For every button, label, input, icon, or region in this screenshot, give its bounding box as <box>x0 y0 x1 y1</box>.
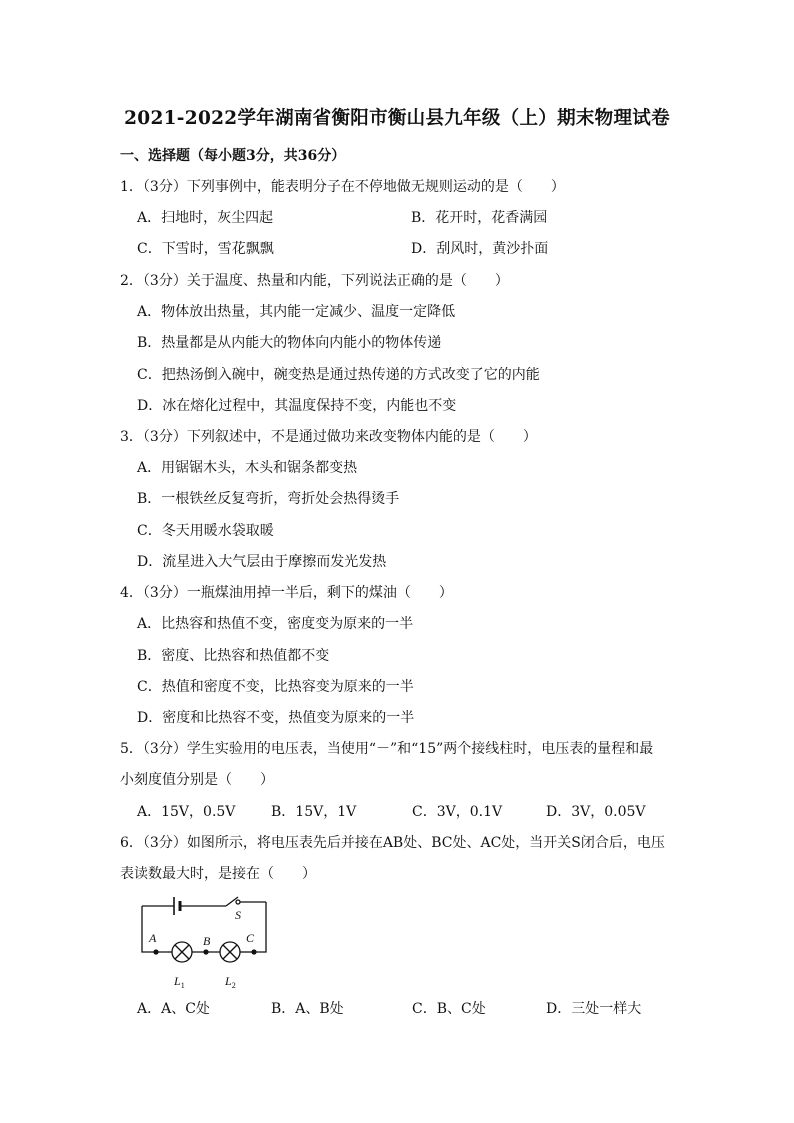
question-5: 5．（3分）学生实验用的电压表，当使用“－”和“15”两个接线柱时，电压表的量程和最 <box>120 741 654 757</box>
q5-option-a: A．15V，0.5V <box>137 804 236 820</box>
q3-option-c: C．冬天用暖水袋取暖 <box>137 523 274 539</box>
q5-option-c: C．3V，0.1V <box>412 804 503 820</box>
wire-left <box>142 906 168 952</box>
q6-option-c: C．B、C处 <box>412 1001 486 1017</box>
label-l2 <box>224 974 236 990</box>
q3-option-a: A．用锯锯木头，木头和锯条都变热 <box>137 460 358 476</box>
q4-option-d: D．密度和比热容不变，热值变为原来的一半 <box>137 710 415 726</box>
q2-option-a: A．物体放出热量，其内能一定减少、温度一定降低 <box>137 304 456 320</box>
label-l1-sub: 1 <box>180 981 185 990</box>
q2-option-d: D．冰在熔化过程中，其温度保持不变，内能也不变 <box>137 398 457 414</box>
q2-option-c: C．把热汤倒入碗中，碗变热是通过热传递的方式改变了它的内能 <box>137 367 540 383</box>
label-l2-main: L <box>225 974 232 988</box>
q6-option-d: D．三处一样大 <box>546 1001 642 1017</box>
label-l1-main: L <box>174 974 181 988</box>
q4-option-a: A．比热容和热值不变，密度变为原来的一半 <box>137 616 414 632</box>
label-b: B <box>203 934 211 948</box>
q6-option-a: A．A、C处 <box>137 1001 210 1017</box>
q6-option-b: B．A、B处 <box>271 1001 344 1017</box>
q1-option-a: A．扫地时，灰尘四起 <box>137 210 274 226</box>
label-c: C <box>246 931 255 945</box>
question-6: 6．（3分）如图所示，将电压表先后并接在AB处、BC处、AC处，当开关S闭合后，电压 <box>120 835 665 851</box>
label-l1 <box>173 974 185 990</box>
q1-option-d: D．刮风时，黄沙扑面 <box>411 241 549 257</box>
q4-option-c: C．热值和密度不变，比热容变为原来的一半 <box>137 679 414 695</box>
node-b <box>203 949 208 954</box>
label-s: S <box>235 908 241 922</box>
circuit-diagram <box>132 886 282 996</box>
label-a: A <box>149 931 157 945</box>
question-4: 4．（3分）一瓶煤油用掉一半后，剩下的煤油（ ） <box>120 585 453 601</box>
q4-option-b: B．密度、比热容和热值都不变 <box>137 648 330 664</box>
q1-option-b: B．花开时，花香满园 <box>411 210 548 226</box>
label-l2-sub: 2 <box>231 981 236 990</box>
question-3: 3．（3分）下列叙述中，不是通过做功来改变物体内能的是（ ） <box>120 429 537 445</box>
q3-option-d: D．流星进入大气层由于摩擦而发光发热 <box>137 554 387 570</box>
q1-option-c: C．下雪时，雪花飘飘 <box>137 241 274 257</box>
question-1: 1．（3分）下列事例中，能表明分子在不停地做无规则运动的是（ ） <box>120 179 565 195</box>
q2-option-b: B．热量都是从内能大的物体向内能小的物体传递 <box>137 335 442 351</box>
section-heading: 一、选择题（每小题3分，共36分） <box>120 148 346 164</box>
question-2: 2．（3分）关于温度、热量和内能，下列说法正确的是（ ） <box>120 273 509 289</box>
node-c <box>251 949 256 954</box>
wire-right <box>254 902 266 952</box>
question-6-cont: 表读数最大时，是接在（ ） <box>120 866 316 882</box>
q5-option-d: D．3V，0.05V <box>546 804 646 820</box>
node-a <box>153 949 158 954</box>
q5-option-b: B．15V，1V <box>271 804 357 820</box>
question-5-cont: 小刻度值分别是（ ） <box>120 772 274 788</box>
page-title: 2021-2022学年湖南省衡阳市衡山县九年级（上）期末物理试卷 <box>124 108 670 129</box>
q3-option-b: B．一根铁丝反复弯折，弯折处会热得烫手 <box>137 491 400 507</box>
switch-contact <box>236 900 240 904</box>
